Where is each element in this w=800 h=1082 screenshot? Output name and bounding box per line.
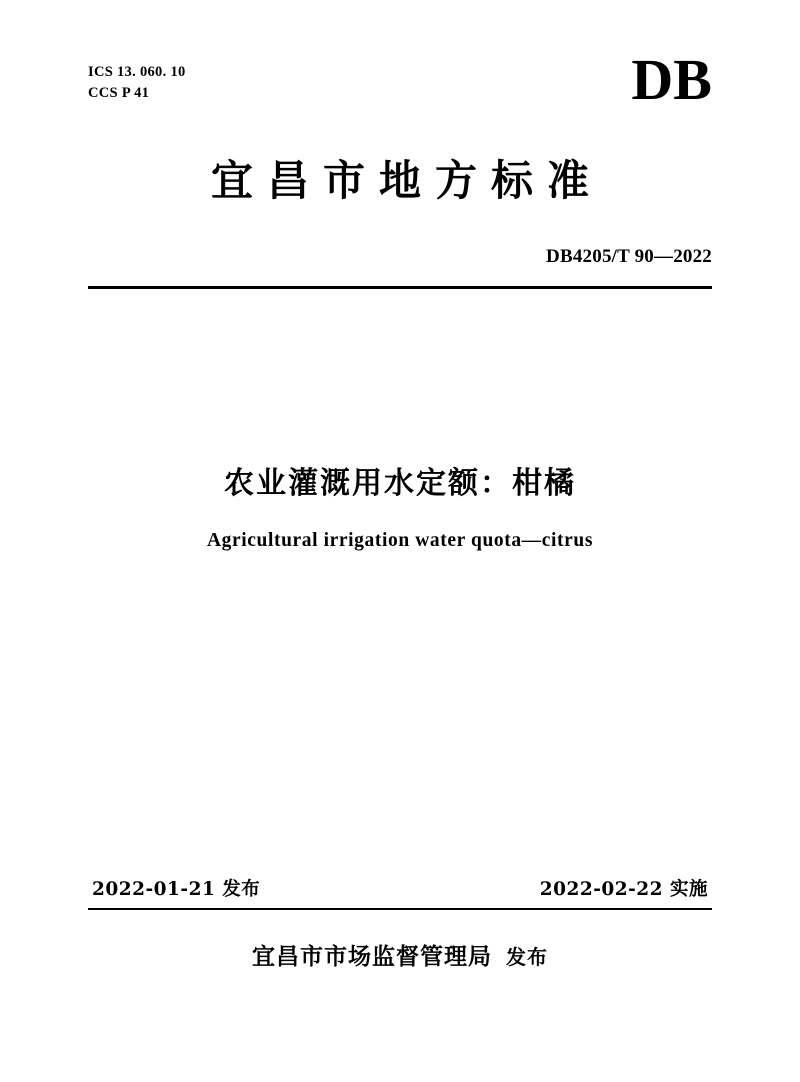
- issue-date: 2022-01-21 发布: [92, 879, 261, 900]
- classification-codes: [88, 62, 186, 104]
- footer-divider: [88, 908, 712, 910]
- document-title-chinese: 农业灌溉用水定额：柑橘: [224, 466, 576, 501]
- ics-code: ICS 13. 060. 10: [88, 64, 186, 80]
- db-logo: DB: [631, 47, 712, 112]
- ccs-code: CCS P 41: [88, 85, 150, 101]
- publisher-name: 宜昌市市场监督管理局: [252, 943, 492, 970]
- publisher-suffix: 发布: [506, 945, 548, 969]
- cover-header: [88, 47, 712, 122]
- effective-date: 2022-02-22 实施: [539, 879, 708, 900]
- publisher-line: [0, 938, 800, 971]
- header-divider: [88, 286, 712, 289]
- document-title-english: Agricultural irrigation water quota—citrus: [206, 530, 594, 551]
- standard-series-title: 宜昌市地方标准: [210, 156, 603, 205]
- standard-number: DB4205/T 90—2022: [546, 246, 712, 267]
